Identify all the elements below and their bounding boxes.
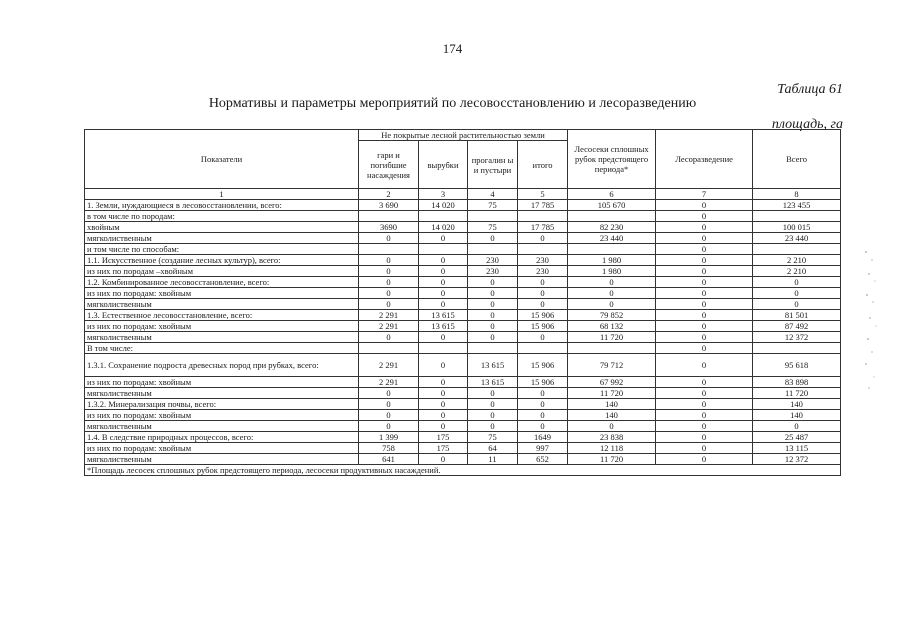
table-cell: 2 291 [359,354,419,377]
table-cell: 140 [753,399,841,410]
table-cell: 13 115 [753,443,841,454]
table-cell: 0 [753,421,841,432]
table-cell [568,244,656,255]
row-label: из них по породам: хвойным [85,288,359,299]
row-label: 1. Земли, нуждающиеся в лесовосстановлении, всего: [85,200,359,211]
row-label: из них по породам: хвойным [85,377,359,388]
table-cell: 0 [656,299,753,310]
table-cell: 0 [656,443,753,454]
header-burned: гари и погибшие насаждения [359,141,419,189]
header-cuttings: вырубки [419,141,468,189]
table-cell: 0 [468,277,518,288]
header-not-covered-group: Не покрытые лесной растительностью земли [359,130,568,141]
row-label: из них по породам: хвойным [85,321,359,332]
table-header [85,130,841,189]
table-cell [419,244,468,255]
table-cell: 23 440 [753,233,841,244]
table-cell: 87 492 [753,321,841,332]
table-row [85,343,841,354]
table-cell: 0 [419,299,468,310]
table-cell [359,343,419,354]
table-cell: 23 440 [568,233,656,244]
table-cell: 0 [656,388,753,399]
table-cell: 0 [419,288,468,299]
table-cell: 0 [656,321,753,332]
table-cell: 1 399 [359,432,419,443]
table-cell: 15 906 [518,377,568,388]
table-cell: 0 [518,277,568,288]
table-cell: 13 615 [468,377,518,388]
table-cell: 0 [419,332,468,343]
table-row [85,332,841,343]
table-cell: 0 [359,421,419,432]
row-label: из них по породам –хвойным [85,266,359,277]
row-label: мягколиственным [85,332,359,343]
table-cell: 0 [656,377,753,388]
table-cell: 0 [359,410,419,421]
table-cell: 13 615 [468,354,518,377]
table-cell: 15 906 [518,354,568,377]
table-cell: 14 020 [419,222,468,233]
table-cell: 11 720 [568,454,656,465]
table-cell [419,343,468,354]
table-cell: 0 [656,211,753,222]
row-label: В том числе: [85,343,359,354]
table-cell: 0 [753,288,841,299]
row-label: 1.1. Искусственное (создание лесных культур), всего: [85,255,359,266]
table-cell: 0 [419,388,468,399]
table-cell: 230 [468,266,518,277]
table-cell: 0 [468,332,518,343]
table-cell: 0 [359,332,419,343]
table-cell: 0 [468,233,518,244]
table-cell: 0 [568,288,656,299]
column-number: 3 [419,189,468,200]
table-cell: 0 [656,399,753,410]
table-cell: 0 [359,233,419,244]
column-numbers-row [85,189,841,200]
table-cell: 0 [568,299,656,310]
table-cell: 0 [656,277,753,288]
table-cell: 1649 [518,432,568,443]
row-label: мягколиственным [85,388,359,399]
table-cell: 0 [656,410,753,421]
table-cell: 0 [656,332,753,343]
row-label: 1.3.2. Минерализация почвы, всего: [85,399,359,410]
table-cell: 14 020 [419,200,468,211]
table-body [85,189,841,465]
column-number: 4 [468,189,518,200]
table-cell: 0 [359,266,419,277]
table-cell: 0 [568,277,656,288]
row-label: мягколиственным [85,421,359,432]
table-cell: 11 [468,454,518,465]
table-cell: 100 015 [753,222,841,233]
table-cell [468,343,518,354]
table-cell: 230 [468,255,518,266]
table-cell: 230 [518,255,568,266]
table-cell: 75 [468,200,518,211]
table-cell: 0 [518,388,568,399]
row-label: 1.3. Естественное лесовосстановление, всего: [85,310,359,321]
table-cell: 0 [656,454,753,465]
table-cell: 0 [518,288,568,299]
table-row [85,266,841,277]
table-cell [753,211,841,222]
table-cell: 3690 [359,222,419,233]
table-row [85,233,841,244]
table-cell: 25 487 [753,432,841,443]
table-cell: 0 [419,421,468,432]
table-cell: 0 [656,222,753,233]
table-cell: 0 [753,277,841,288]
table-row [85,222,841,233]
table-cell [468,211,518,222]
table-row [85,288,841,299]
table-cell: 0 [468,288,518,299]
table-cell [753,244,841,255]
table-cell: 82 230 [568,222,656,233]
table-cell: 140 [568,399,656,410]
table-cell: 652 [518,454,568,465]
table-cell: 0 [656,288,753,299]
header-glades: прогалин ы и пустыри [468,141,518,189]
table-cell [518,244,568,255]
table-cell: 67 992 [568,377,656,388]
table-cell [359,244,419,255]
column-number: 6 [568,189,656,200]
table-cell [568,343,656,354]
table-cell: 0 [656,343,753,354]
table-cell [568,211,656,222]
table-cell: 11 720 [753,388,841,399]
column-number: 2 [359,189,419,200]
table-cell: 0 [359,255,419,266]
table-row [85,321,841,332]
units-label: площадь, га [771,117,843,132]
table-cell: 0 [419,277,468,288]
table-cell: 15 906 [518,310,568,321]
table-footnote: *Площадь лесосек сплошных рубок предстоящего периода, лесосеки продуктивных насаждений. [85,465,841,476]
table-cell: 0 [656,421,753,432]
table-cell: 0 [419,233,468,244]
row-label: 1.2. Комбинированное лесовосстановление, всего: [85,277,359,288]
table-cell [468,244,518,255]
table-cell: 79 852 [568,310,656,321]
table-cell: 0 [656,233,753,244]
table-cell: 0 [518,399,568,410]
table-cell: 11 720 [568,388,656,399]
table-row [85,377,841,388]
table-cell: 997 [518,443,568,454]
table-cell: 95 618 [753,354,841,377]
column-number: 8 [753,189,841,200]
table-cell: 0 [656,266,753,277]
header-indicators: Показатели [85,130,359,189]
table-cell: 83 898 [753,377,841,388]
table-row [85,200,841,211]
table-cell: 175 [419,443,468,454]
header-clearcut: Лесосеки сплошных рубок предстоящего периода* [568,130,656,189]
table-cell: 0 [656,255,753,266]
table-cell: 0 [359,299,419,310]
scan-specks [860,240,890,400]
table-cell: 13 615 [419,321,468,332]
row-label: мягколиственным [85,299,359,310]
table-cell: 0 [359,388,419,399]
table-cell: 0 [518,332,568,343]
table-cell: 68 132 [568,321,656,332]
table-cell: 75 [468,222,518,233]
table-cell: 123 455 [753,200,841,211]
table-row [85,388,841,399]
table-row [85,277,841,288]
table-cell: 0 [468,388,518,399]
table-cell: 0 [656,354,753,377]
table-cell: 2 291 [359,377,419,388]
table-cell: 140 [568,410,656,421]
table-cell: 0 [518,299,568,310]
table-cell: 0 [468,299,518,310]
table-cell: 0 [656,432,753,443]
norms-table [84,129,841,476]
row-label: мягколиственным [85,454,359,465]
table-row [85,255,841,266]
table-cell: 2 291 [359,310,419,321]
table-cell: 0 [753,299,841,310]
table-cell: 11 720 [568,332,656,343]
header-total: Всего [753,130,841,189]
table-cell: 13 615 [419,310,468,321]
table-cell: 0 [359,288,419,299]
table-cell: 12 372 [753,332,841,343]
row-label: 1.4. В следствие природных процессов, всего: [85,432,359,443]
table-row [85,211,841,222]
row-label: хвойным [85,222,359,233]
table-cell: 64 [468,443,518,454]
table-title: Нормативы и параметры мероприятий по лесовосстановлению и лесоразведению [208,96,697,111]
table-cell: 0 [359,399,419,410]
row-label: из них по породам: хвойным [85,443,359,454]
header-total-group: итого [518,141,568,189]
row-label: мягколиственным [85,233,359,244]
table-cell: 0 [468,421,518,432]
table-cell: 0 [419,255,468,266]
table-cell: 2 210 [753,255,841,266]
table-cell: 0 [468,410,518,421]
table-cell: 15 906 [518,321,568,332]
table-cell: 17 785 [518,200,568,211]
table-cell: 79 712 [568,354,656,377]
table-cell: 12 118 [568,443,656,454]
table-row [85,354,841,377]
table-cell: 0 [359,277,419,288]
table-cell: 0 [419,454,468,465]
row-label: и том числе по способам: [85,244,359,255]
table-row [85,399,841,410]
table-cell: 641 [359,454,419,465]
table-cell: 0 [656,200,753,211]
table-row [85,432,841,443]
table-cell: 0 [419,354,468,377]
table-cell: 0 [419,399,468,410]
table-cell [359,211,419,222]
table-cell: 17 785 [518,222,568,233]
table-row [85,443,841,454]
page-number: 174 [442,41,463,56]
table-row [85,410,841,421]
header-afforestation: Лесоразведение [656,130,753,189]
column-number: 1 [85,189,359,200]
table-cell: 1 980 [568,266,656,277]
table-row [85,454,841,465]
table-cell: 1 980 [568,255,656,266]
table-row [85,244,841,255]
table-cell: 3 690 [359,200,419,211]
table-cell: 0 [568,421,656,432]
row-label: 1.3.1. Сохранение подроста древесных пород при рубках, всего: [85,354,359,377]
table-cell: 140 [753,410,841,421]
table-cell: 75 [468,432,518,443]
table-cell: 0 [656,244,753,255]
table-row [85,299,841,310]
table-cell [753,343,841,354]
table-cell: 0 [518,421,568,432]
table-cell: 81 501 [753,310,841,321]
table-cell: 2 210 [753,266,841,277]
row-label: из них по породам: хвойным [85,410,359,421]
table-cell: 0 [468,399,518,410]
table-cell: 2 291 [359,321,419,332]
table-cell: 23 838 [568,432,656,443]
table-cell: 0 [468,310,518,321]
table-cell: 0 [468,321,518,332]
table-cell: 105 670 [568,200,656,211]
table-cell: 0 [419,410,468,421]
table-cell: 0 [419,266,468,277]
table-cell: 0 [518,233,568,244]
table-cell [518,343,568,354]
table-cell: 175 [419,432,468,443]
table-cell: 0 [419,377,468,388]
column-number: 7 [656,189,753,200]
table-cell [518,211,568,222]
row-label: в том числе по породам: [85,211,359,222]
table-cell: 758 [359,443,419,454]
table-cell: 230 [518,266,568,277]
table-cell: 0 [656,310,753,321]
table-row [85,421,841,432]
column-number: 5 [518,189,568,200]
table-cell [419,211,468,222]
table-cell: 0 [518,410,568,421]
table-cell: 12 372 [753,454,841,465]
table-number: Таблица 61 [777,82,843,97]
table-row [85,310,841,321]
